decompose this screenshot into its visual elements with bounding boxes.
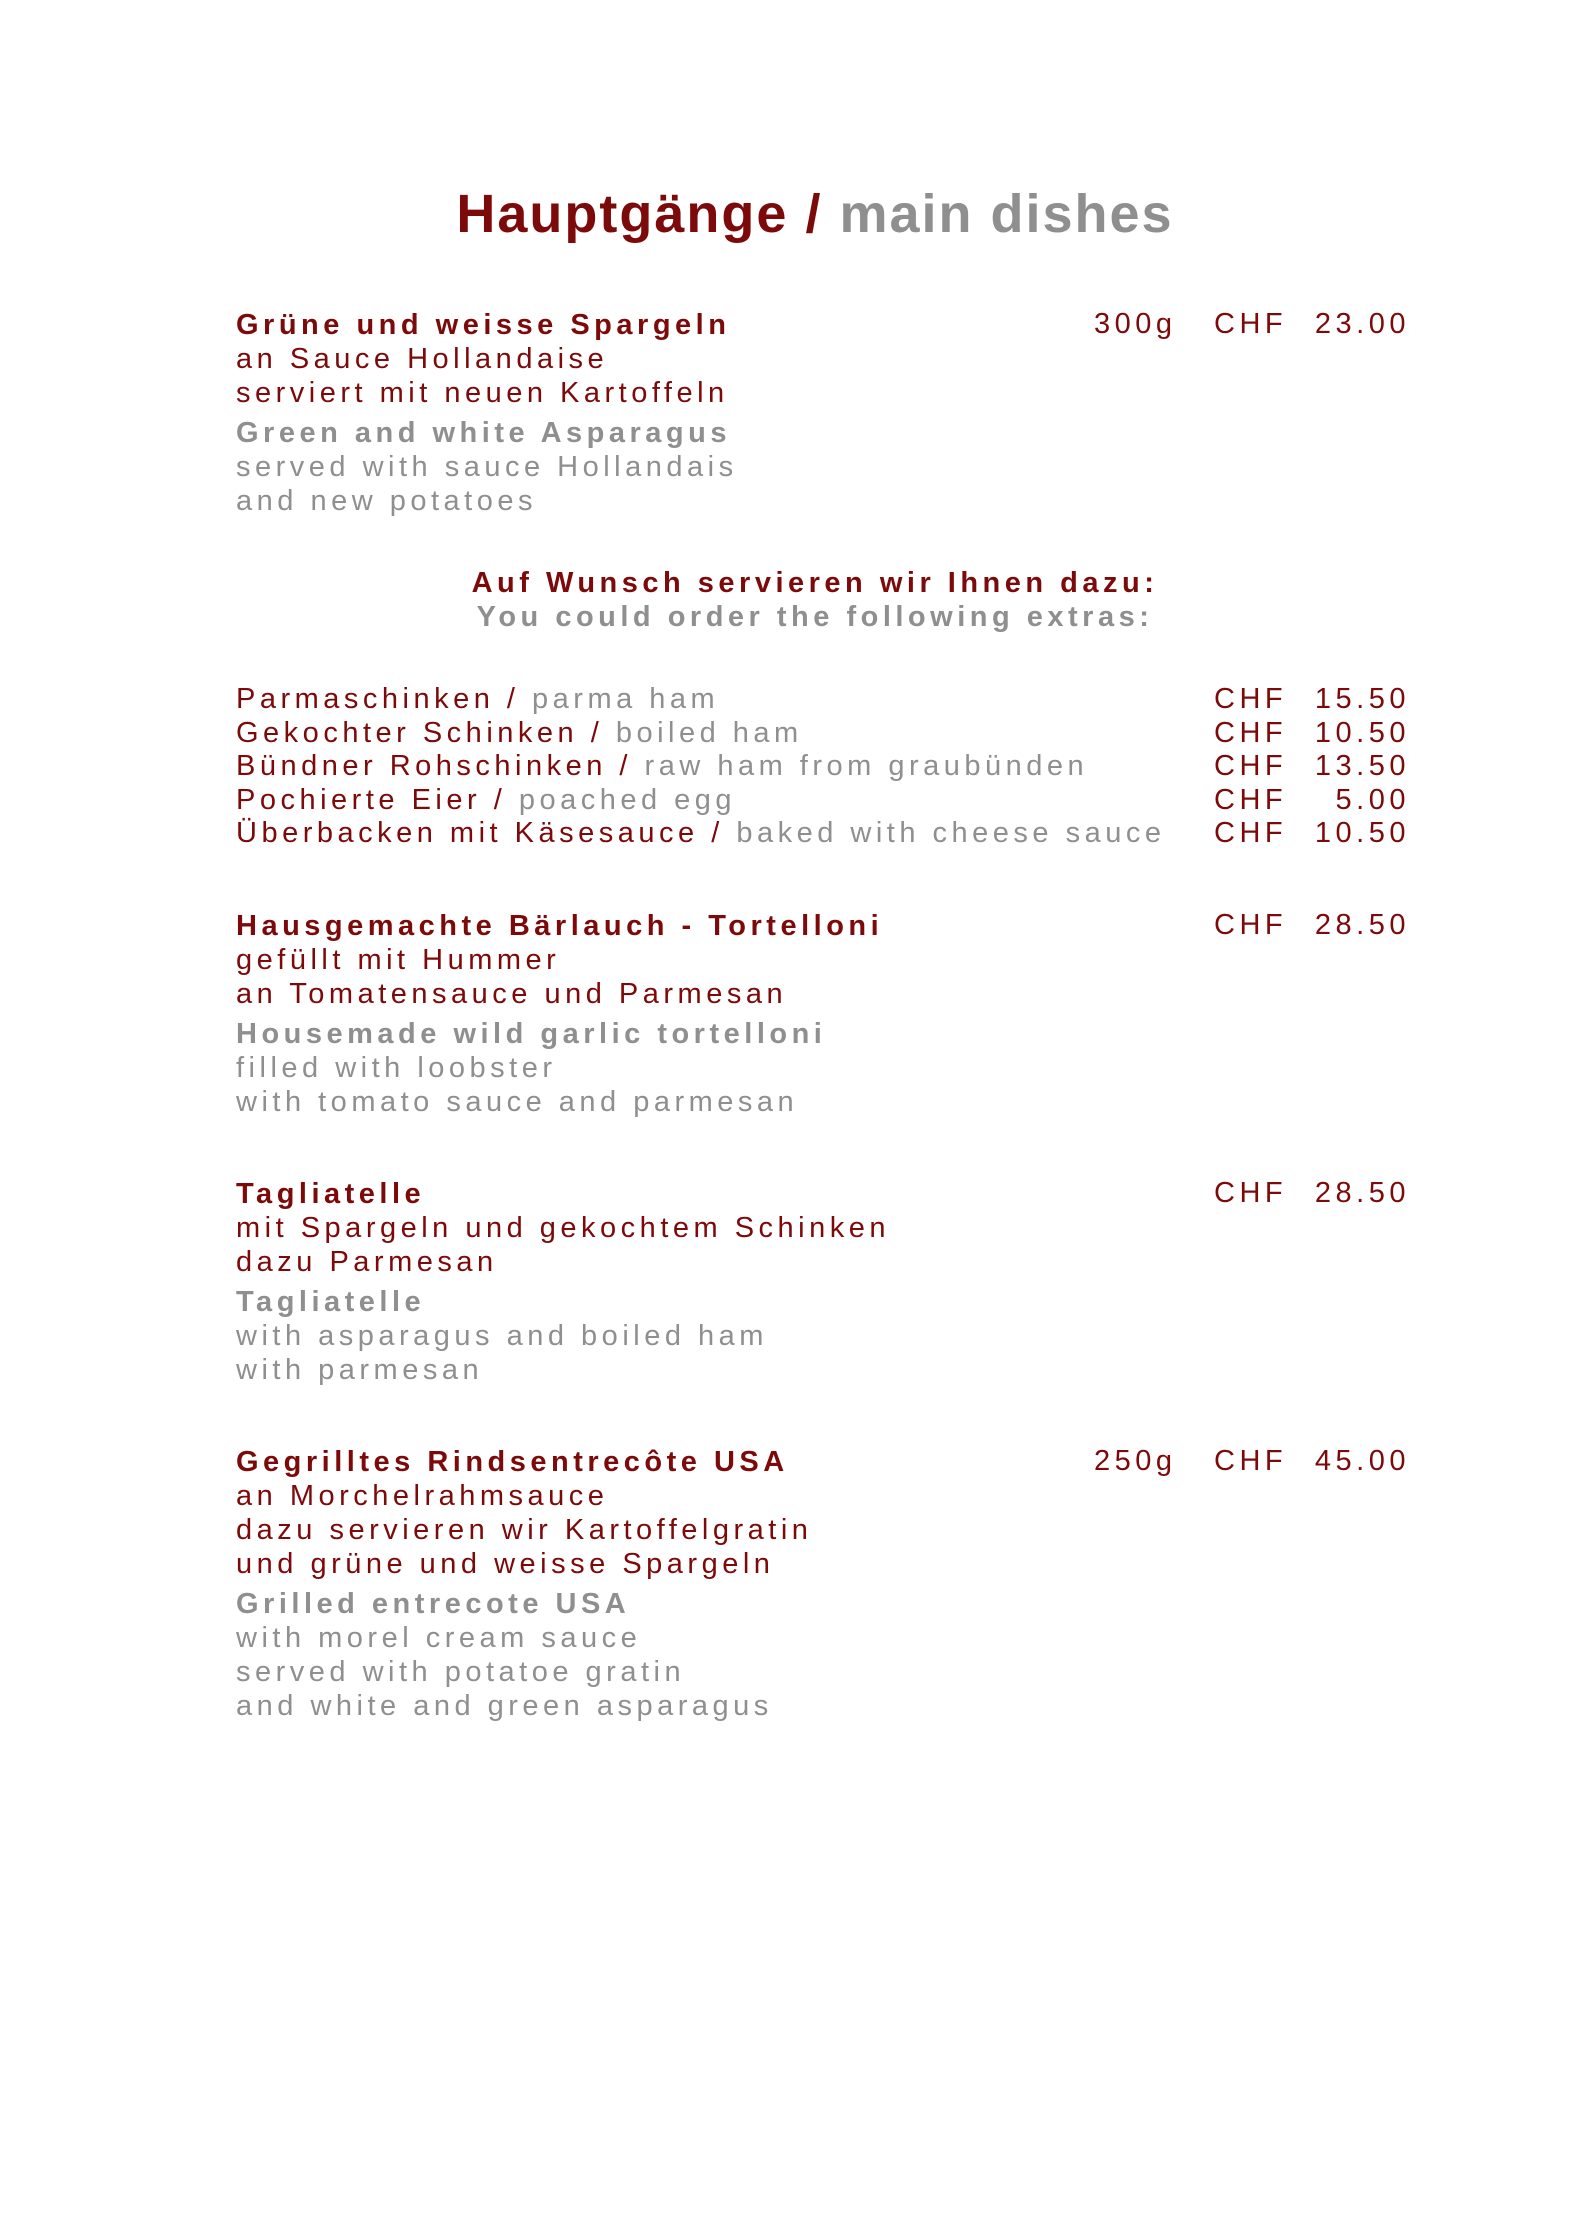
dish-asparagus — [236, 308, 738, 518]
extra-name-de: Bündner Rohschinken — [236, 750, 607, 782]
dish-name-en: Green and white Asparagus — [236, 417, 731, 449]
extra-item: Gekochter Schinken / boiled ham CHF 10.50 — [236, 716, 1410, 749]
dish-name-de: Hausgemachte Bärlauch - Tortelloni — [236, 910, 884, 942]
extras-heading-de: Auf Wunsch servieren wir Ihnen dazu: — [471, 567, 1159, 599]
dish-desc-de: an Morchelrahmsauce — [236, 1480, 609, 1512]
extras-heading-en: You could order the following extras: — [476, 601, 1154, 633]
extra-name-de: Überbacken mit Käsesauce — [236, 817, 699, 849]
dish-desc-de: mit Spargeln und gekochtem Schinken — [236, 1212, 891, 1244]
dish-price: 28.50 — [1314, 909, 1410, 941]
extra-currency: CHF — [1214, 783, 1288, 816]
dish-name-en: Tagliatelle — [236, 1286, 426, 1318]
extra-item: Bündner Rohschinken / raw ham from graubünden CHF 13.50 — [236, 750, 1410, 782]
extra-currency: CHF — [1214, 817, 1288, 849]
title-german: Hauptgänge — [456, 184, 789, 244]
dish-name-de: Gegrilltes Rindsentrecôte USA — [236, 1446, 789, 1478]
extra-price: 10.50 — [1314, 716, 1410, 749]
extra-price: 10.50 — [1314, 817, 1410, 849]
dish-name-de: Grüne und weisse Spargeln — [236, 309, 731, 341]
dish-price: 45.00 — [1314, 1445, 1410, 1477]
dish-desc-en: with morel cream sauce — [236, 1622, 642, 1654]
dish-currency: CHF — [1214, 308, 1288, 340]
extra-item: Pochierte Eier / poached egg CHF 5.00 — [236, 783, 1410, 816]
extra-price: 5.00 — [1335, 783, 1410, 816]
extra-price: 15.50 — [1314, 683, 1410, 715]
dish-entrecote — [236, 1445, 812, 1723]
dish-weight: 250g — [1094, 1445, 1177, 1477]
dish-desc-de: an Sauce Hollandaise — [236, 343, 609, 375]
extra-name-en: poached egg — [518, 783, 737, 816]
dish-desc-de: dazu servieren wir Kartoffelgratin — [236, 1514, 813, 1546]
dish-desc-de: gefüllt mit Hummer — [236, 944, 561, 976]
dish-desc-en: served with potatoe gratin — [236, 1656, 686, 1688]
extra-name-de: Parmaschinken — [236, 683, 495, 715]
extra-name-en: baked with cheese sauce — [736, 817, 1166, 849]
dish-desc-en: and new potatoes — [236, 485, 537, 517]
dish-desc-en: with parmesan — [236, 1354, 484, 1386]
dish-desc-en: and white and green asparagus — [236, 1690, 773, 1722]
extra-currency: CHF — [1214, 750, 1288, 782]
title-english: main dishes — [839, 184, 1174, 244]
extra-name-en: raw ham from graubünden — [644, 750, 1089, 782]
dish-desc-de: an Tomatensauce und Parmesan — [236, 978, 788, 1010]
extra-name-de: Gekochter Schinken — [236, 716, 579, 749]
dish-desc-de: und grüne und weisse Spargeln — [236, 1548, 775, 1580]
dish-name-en: Housemade wild garlic tortelloni — [236, 1018, 827, 1050]
extra-currency: CHF — [1214, 716, 1288, 749]
dish-currency: CHF — [1214, 909, 1288, 941]
extras-list — [236, 682, 1416, 850]
title-separator: / — [805, 184, 823, 244]
dish-currency: CHF — [1214, 1177, 1288, 1209]
extra-name-de: Pochierte Eier — [236, 783, 482, 816]
dish-desc-en: with tomato sauce and parmesan — [236, 1086, 799, 1118]
dish-price: 23.00 — [1314, 308, 1410, 340]
dish-desc-de: dazu Parmesan — [236, 1246, 498, 1278]
extra-price: 13.50 — [1314, 750, 1410, 782]
dish-tortelloni — [236, 909, 883, 1119]
extra-currency: CHF — [1214, 683, 1288, 715]
dish-tagliatelle — [236, 1177, 890, 1387]
extra-name-en: parma ham — [532, 683, 720, 715]
extra-item: Parmaschinken / parma ham CHF 15.50 — [236, 683, 1410, 715]
dish-currency: CHF — [1214, 1445, 1288, 1477]
dish-desc-en: with asparagus and boiled ham — [236, 1320, 768, 1352]
extra-name-en: boiled ham — [615, 716, 803, 749]
dish-price: 28.50 — [1314, 1177, 1410, 1209]
extra-item: Überbacken mit Käsesauce / baked with cheese sauce CHF 10.50 — [236, 817, 1410, 849]
dish-weight: 300g — [1094, 308, 1177, 340]
extras-heading — [0, 566, 1571, 634]
dish-desc-en: served with sauce Hollandais — [236, 451, 738, 483]
page-title — [0, 183, 1571, 245]
dish-desc-en: filled with loobster — [236, 1052, 557, 1084]
dish-name-en: Grilled entrecote USA — [236, 1588, 631, 1620]
dish-name-de: Tagliatelle — [236, 1178, 426, 1210]
dish-desc-de: serviert mit neuen Kartoffeln — [236, 377, 729, 409]
